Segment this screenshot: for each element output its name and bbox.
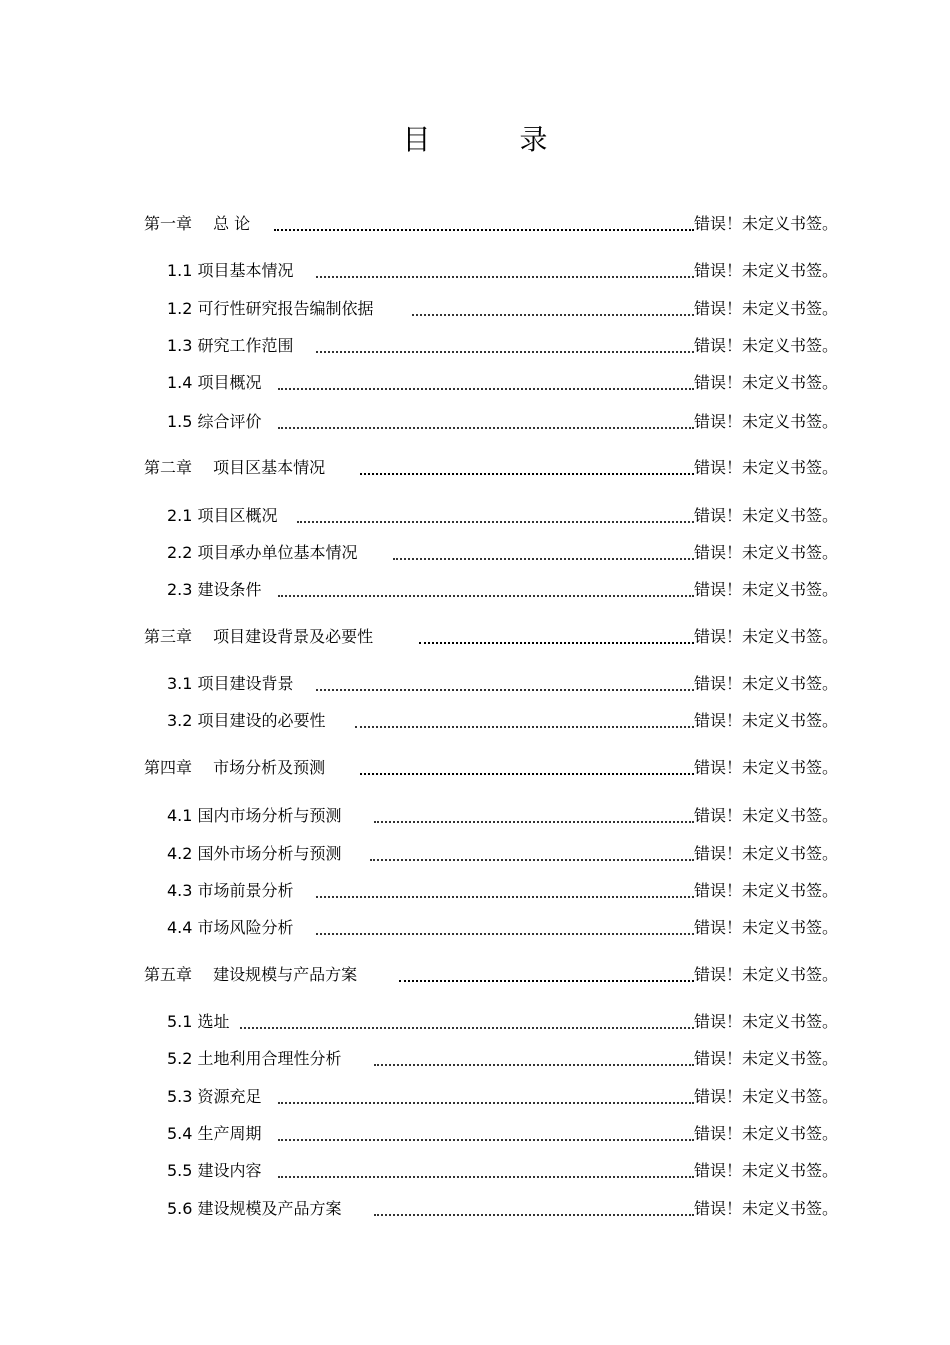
toc-dot-leader: [278, 1159, 694, 1183]
toc-entry-label: 5.2 土地利用合理性分析: [167, 1049, 342, 1068]
toc-entry-label: 3.1 项目建设背景: [167, 674, 294, 693]
toc-entry-label: 1.2 可行性研究报告编制依据: [167, 299, 374, 318]
toc-dot-leader: [360, 456, 694, 480]
toc-page-ref: 错误！未定义书签。: [694, 674, 839, 693]
toc-entry-label: 5.4 生产周期: [167, 1124, 262, 1143]
toc-page-ref: 错误！未定义书签。: [694, 881, 839, 900]
toc-entry-label: 5.6 建设规模及产品方案: [167, 1199, 342, 1218]
toc-page-ref: 错误！未定义书签。: [694, 918, 839, 937]
toc-page-ref: 错误！未定义书签。: [694, 580, 839, 599]
toc-section-entry[interactable]: [0, 879, 950, 903]
toc-entry-label: 第二章 项目区基本情况: [144, 458, 326, 477]
toc-page-ref: 错误！未定义书签。: [694, 299, 839, 318]
toc-dot-leader: [374, 1197, 694, 1221]
toc-dot-leader: [360, 756, 694, 780]
toc-section-entry[interactable]: [0, 804, 950, 828]
toc-page-ref: 错误！未定义书签。: [694, 336, 839, 355]
toc-section-entry[interactable]: [0, 709, 950, 733]
toc-entry-label: 1.1 项目基本情况: [167, 261, 294, 280]
toc-section-entry[interactable]: [0, 1159, 950, 1183]
toc-section-entry[interactable]: [0, 1122, 950, 1146]
toc-page-ref: 错误！未定义书签。: [694, 373, 839, 392]
toc-page-ref: 错误！未定义书签。: [694, 1087, 839, 1106]
toc-section-entry[interactable]: [0, 297, 950, 321]
toc-section-entry[interactable]: [0, 1047, 950, 1071]
toc-entry-label: 第三章 项目建设背景及必要性: [144, 627, 374, 646]
toc-section-entry[interactable]: [0, 1085, 950, 1109]
toc-section-entry[interactable]: [0, 1197, 950, 1221]
toc-dot-leader: [316, 259, 694, 283]
toc-page-ref: 错误！未定义书签。: [694, 806, 839, 825]
toc-page-ref: 错误！未定义书签。: [694, 711, 839, 730]
toc-section-entry[interactable]: [0, 1010, 950, 1034]
toc-entry-label: 5.3 资源充足: [167, 1087, 262, 1106]
toc-entry-label: 4.3 市场前景分析: [167, 881, 294, 900]
toc-chapter-entry[interactable]: [0, 212, 950, 236]
toc-section-entry[interactable]: [0, 541, 950, 565]
toc-section-entry[interactable]: [0, 334, 950, 358]
toc-dot-leader: [316, 334, 694, 358]
toc-dot-leader: [278, 578, 694, 602]
toc-entry-label: 2.3 建设条件: [167, 580, 262, 599]
toc-section-entry[interactable]: [0, 842, 950, 866]
toc-entry-label: 第五章 建设规模与产品方案: [144, 965, 358, 984]
toc-entry-label: 4.1 国内市场分析与预测: [167, 806, 342, 825]
toc-section-entry[interactable]: [0, 916, 950, 940]
toc-dot-leader: [297, 504, 694, 528]
toc-section-entry[interactable]: [0, 410, 950, 434]
toc-page-ref: 错误！未定义书签。: [694, 758, 839, 777]
toc-entry-label: 4.2 国外市场分析与预测: [167, 844, 342, 863]
toc-dot-leader: [355, 709, 694, 733]
toc-page-ref: 错误！未定义书签。: [694, 506, 839, 525]
toc-chapter-entry[interactable]: [0, 963, 950, 987]
toc-dot-leader: [278, 1085, 694, 1109]
toc-dot-leader: [278, 371, 694, 395]
toc-chapter-entry[interactable]: [0, 756, 950, 780]
toc-page-ref: 错误！未定义书签。: [694, 1049, 839, 1068]
toc-entry-label: 第一章 总 论: [144, 214, 251, 233]
toc-page-ref: 错误！未定义书签。: [694, 1012, 839, 1031]
toc-entry-label: 1.3 研究工作范围: [167, 336, 294, 355]
toc-section-entry[interactable]: [0, 259, 950, 283]
toc-dot-leader: [316, 916, 694, 940]
toc-dot-leader: [419, 625, 694, 649]
toc-entry-label: 2.1 项目区概况: [167, 506, 278, 525]
toc-page-ref: 错误！未定义书签。: [694, 1124, 839, 1143]
toc-page-ref: 错误！未定义书签。: [694, 261, 839, 280]
toc-dot-leader: [370, 842, 694, 866]
toc-dot-leader: [374, 1047, 694, 1071]
toc-page-ref: 错误！未定义书签。: [694, 1199, 839, 1218]
toc-entry-label: 5.1 选址: [167, 1012, 230, 1031]
toc-chapter-entry[interactable]: [0, 625, 950, 649]
toc-page-ref: 错误！未定义书签。: [694, 844, 839, 863]
toc-page-ref: 错误！未定义书签。: [694, 458, 839, 477]
toc-page-ref: 错误！未定义书签。: [694, 627, 839, 646]
toc-dot-leader: [240, 1010, 694, 1034]
toc-page-ref: 错误！未定义书签。: [694, 214, 839, 233]
toc-dot-leader: [316, 672, 694, 696]
toc-page-ref: 错误！未定义书签。: [694, 543, 839, 562]
toc-dot-leader: [374, 804, 694, 828]
toc-page-ref: 错误！未定义书签。: [694, 965, 839, 984]
toc-dot-leader: [399, 963, 694, 987]
toc-section-entry[interactable]: [0, 371, 950, 395]
toc-dot-leader: [278, 1122, 694, 1146]
toc-dot-leader: [393, 541, 694, 565]
toc-page-ref: 错误！未定义书签。: [694, 412, 839, 431]
toc-entry-label: 1.4 项目概况: [167, 373, 262, 392]
toc-section-entry[interactable]: [0, 578, 950, 602]
toc-dot-leader: [274, 212, 694, 236]
toc-section-entry[interactable]: [0, 504, 950, 528]
toc-dot-leader: [412, 297, 694, 321]
toc-entry-label: 1.5 综合评价: [167, 412, 262, 431]
toc-dot-leader: [316, 879, 694, 903]
toc-chapter-entry[interactable]: [0, 456, 950, 480]
toc-entry-label: 3.2 项目建设的必要性: [167, 711, 326, 730]
toc-dot-leader: [278, 410, 694, 434]
toc-entry-label: 第四章 市场分析及预测: [144, 758, 326, 777]
toc-entry-label: 4.4 市场风险分析: [167, 918, 294, 937]
toc-title: 目 录: [402, 123, 588, 156]
toc-entry-label: 2.2 项目承办单位基本情况: [167, 543, 358, 562]
toc-section-entry[interactable]: [0, 672, 950, 696]
toc-entry-label: 5.5 建设内容: [167, 1161, 262, 1180]
toc-page-ref: 错误！未定义书签。: [694, 1161, 839, 1180]
